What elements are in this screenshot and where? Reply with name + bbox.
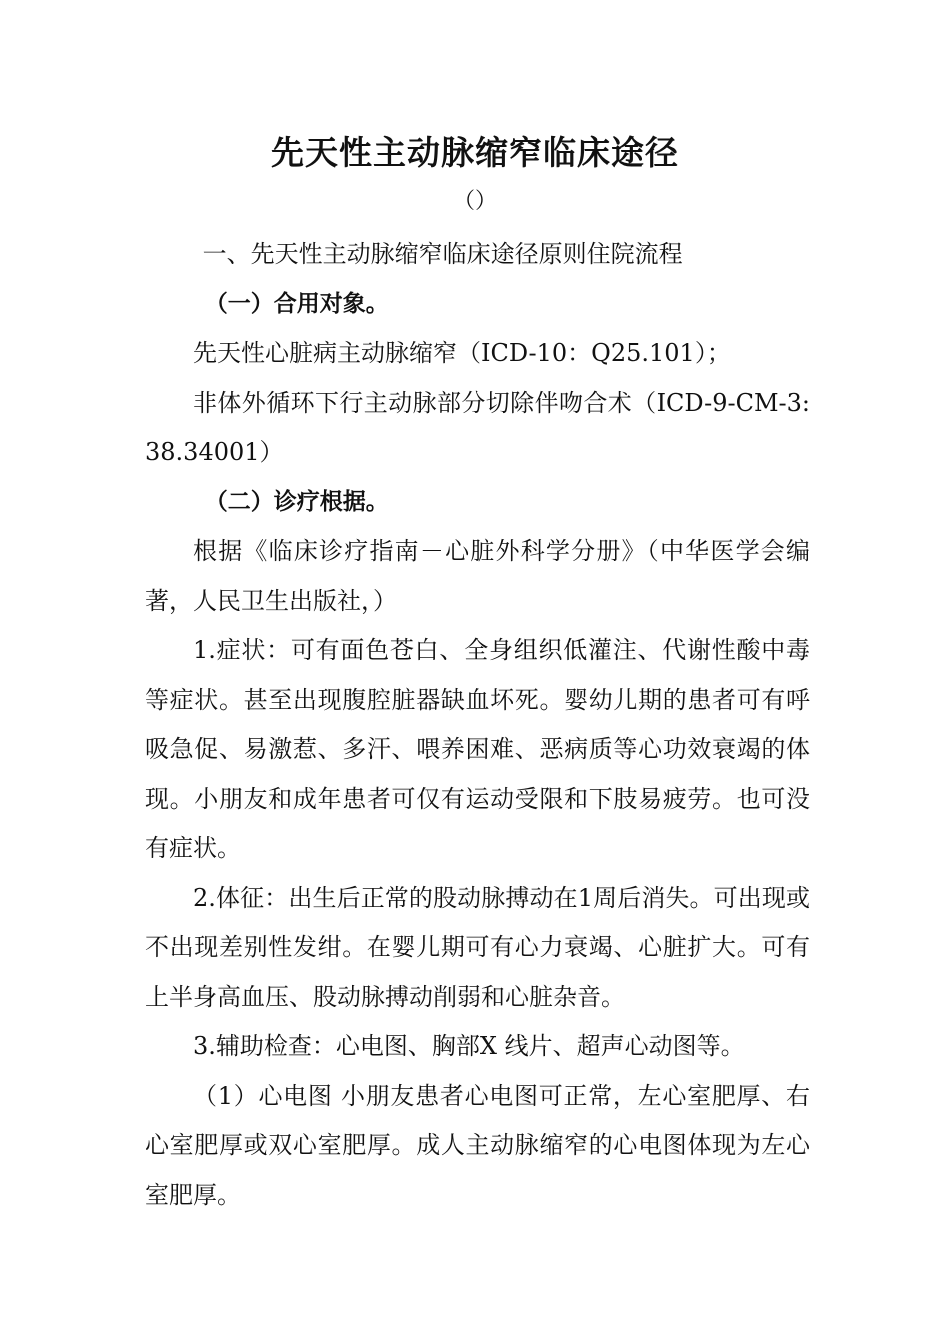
body-paragraph: 2.体征：出生后正常的股动脉搏动在1周后消失。可出现或不出现差别性发绀。在婴儿期可有心力衰竭、心脏扩大。可有上半身高血压、股动脉搏动削弱和心脏杂音。	[145, 883, 810, 1011]
section-heading: 一、先天性主动脉缩窄临床途径原则住院流程	[202, 240, 683, 268]
document-body	[145, 230, 810, 1220]
body-paragraph: 非体外循环下行主动脉部分切除伴吻合术（ICD-9-CM-3: 38.34001）	[145, 388, 810, 466]
body-paragraph: 根据《临床诊疗指南－心脏外科学分册》（中华医学会编著，人民卫生出版社，）	[145, 537, 810, 615]
body-paragraph: 先天性心脏病主动脉缩窄（ICD-10：Q25.101）；	[193, 339, 731, 367]
document-subtitle: （）	[452, 189, 497, 214]
body-paragraph: 1.症状：可有面色苍白、全身组织低灌注、代谢性酸中毒等症状。甚至出现腹腔脏器缺血坏死。婴幼儿期的患者可有呼吸急促、易激惹、多汗、喂养困难、恶病质等心功效衰竭的体现。小朋友和成年患者可仅有运动受限和下肢易疲劳。也可没有症状。	[145, 636, 810, 862]
body-paragraph: （1）心电图 小朋友患者心电图可正常，左心室肥厚、右心室肥厚或双心室肥厚。成人主动脉缩窄的心电图体现为左心室肥厚。	[145, 1081, 810, 1209]
subsection-heading: （一）合用对象。	[204, 290, 389, 317]
document-title: 先天性主动脉缩窄临床途径	[271, 133, 679, 172]
body-paragraph: 3.辅助检查：心电图、胸部X 线片、超声心动图等。	[193, 1032, 745, 1060]
subsection-heading: （二）诊疗根据。	[204, 488, 389, 515]
